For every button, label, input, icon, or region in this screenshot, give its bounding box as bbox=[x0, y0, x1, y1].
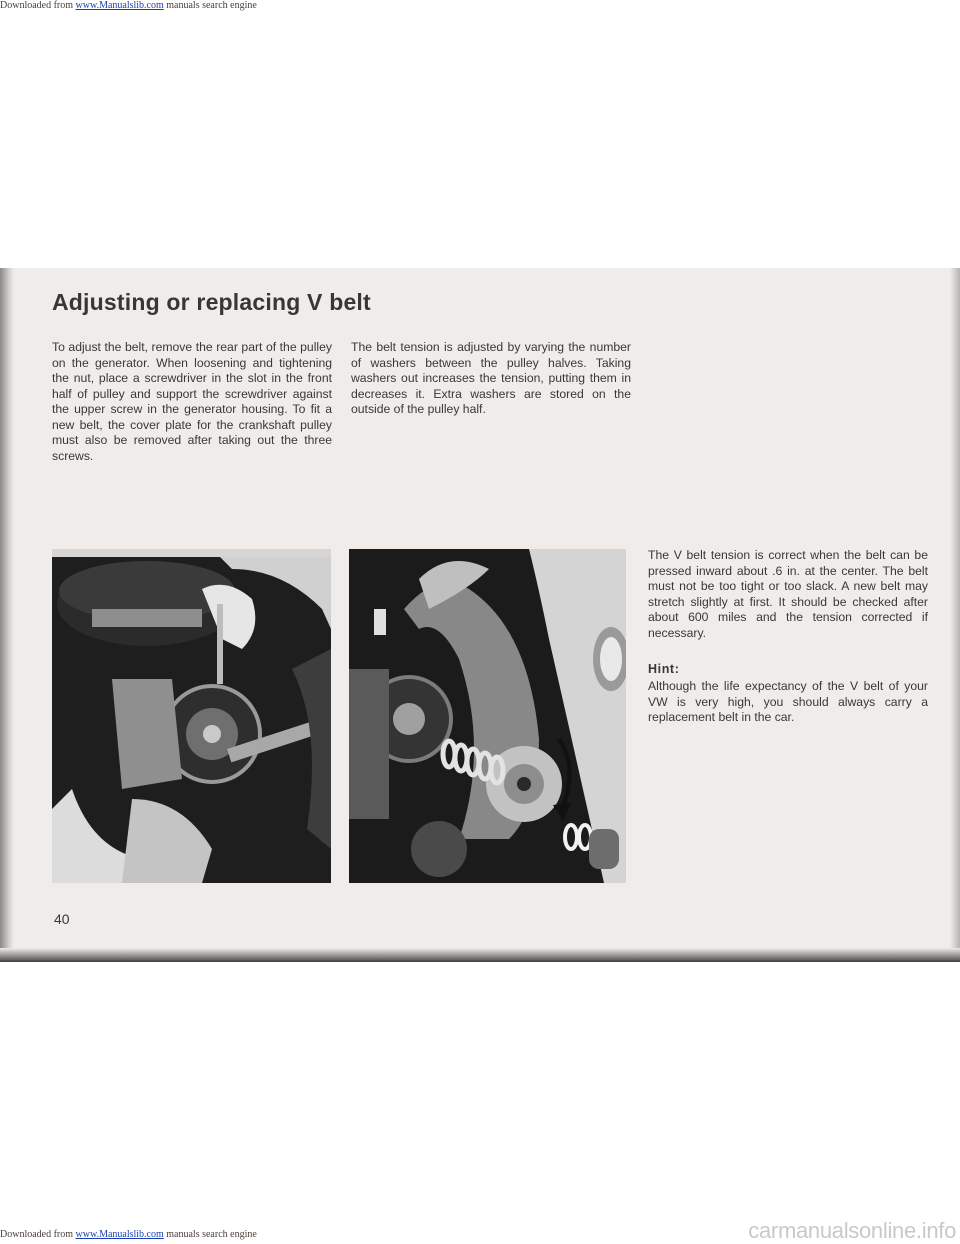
watermark-logo: carmanualsonline.info bbox=[748, 1218, 956, 1243]
hint-text: Although the life expectancy of the V belt of your VW is very high, you should always carry a replacement belt in the car. bbox=[648, 679, 928, 724]
bottom-download-footer bbox=[0, 1228, 960, 1242]
page-number: 40 bbox=[54, 911, 70, 927]
text-column-2: The belt tension is adjusted by varying the number of washers between the pulley halves. Taking washers out increases the tension, putting them in decreases it. Extra washers are stored on the outside of the pulley half. bbox=[351, 340, 631, 416]
scanned-manual-page bbox=[0, 268, 960, 962]
hint-heading: Hint: bbox=[648, 662, 680, 676]
top-download-header bbox=[0, 0, 960, 12]
footer-suffix: manuals search engine bbox=[166, 1229, 257, 1240]
header-suffix: manuals search engine bbox=[166, 0, 257, 11]
header-prefix: Downloaded from bbox=[0, 0, 74, 11]
engine-photo-washers bbox=[349, 549, 626, 883]
footer-prefix: Downloaded from bbox=[0, 1229, 74, 1240]
manualslib-link[interactable]: www.Manualslib.com bbox=[75, 0, 164, 11]
manualslib-link[interactable]: www.Manualslib.com bbox=[75, 1229, 164, 1240]
page-title: Adjusting or replacing V belt bbox=[52, 289, 371, 315]
text-column-3: The V belt tension is correct when the belt can be pressed inward about .6 in. at the center. The belt must not be too tight or too slack. A new belt may stretch slightly at first. It should be checked after about 600 miles and the tension corrected if necessary. bbox=[648, 548, 928, 640]
engine-photo-adjusting bbox=[52, 549, 331, 883]
text-column-1: To adjust the belt, remove the rear part of the pulley on the generator. When loosening and tightening the nut, place a screwdriver in the slot in the front half of pulley and support the screwdriver against the upper screw in the generator housing. To fit a new belt, the cover plate for the crankshaft pulley must also be removed after taking out the three screws. bbox=[52, 340, 332, 463]
page-edge-shadow bbox=[950, 268, 960, 962]
